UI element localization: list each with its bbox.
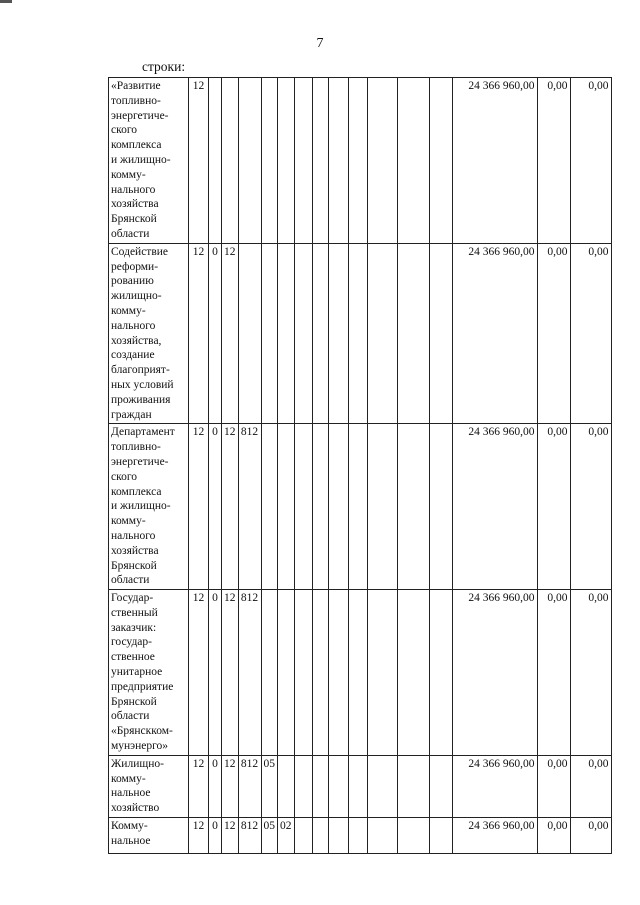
code-6 [278, 755, 295, 817]
value-3-cell: 0,00 [570, 590, 611, 756]
empty-cell [348, 818, 367, 854]
empty-cell [294, 590, 312, 756]
value-2-cell: 0,00 [537, 755, 570, 817]
empty-cell [348, 243, 367, 424]
empty-cell [429, 818, 452, 854]
empty-cell [294, 243, 312, 424]
code-4 [238, 243, 261, 424]
empty-cell [348, 590, 367, 756]
code-2: 0 [209, 243, 222, 424]
budget-table [108, 77, 612, 854]
row-name: Комму- нальное [109, 818, 189, 854]
value-2-cell: 0,00 [537, 78, 570, 244]
code-5 [261, 424, 278, 590]
empty-cell [348, 755, 367, 817]
scan-corner-mark [0, 0, 12, 3]
row-name: Департамент топливно- энергетиче- ского комплекса и жилищно- комму- нального хозяйства Брянской области [109, 424, 189, 590]
empty-cell [328, 590, 348, 756]
empty-cell [397, 424, 429, 590]
code-2: 0 [209, 424, 222, 590]
amount-cell: 24 366 960,00 [452, 818, 537, 854]
empty-cell [367, 590, 397, 756]
empty-cell [348, 78, 367, 244]
empty-cell [312, 755, 328, 817]
value-2-cell: 0,00 [537, 590, 570, 756]
table-row [109, 818, 612, 854]
empty-cell [294, 78, 312, 244]
amount-cell: 24 366 960,00 [452, 243, 537, 424]
value-3-cell: 0,00 [570, 78, 611, 244]
empty-cell [429, 78, 452, 244]
budget-table-body [109, 78, 612, 854]
empty-cell [312, 78, 328, 244]
code-6: 02 [278, 818, 295, 854]
empty-cell [312, 424, 328, 590]
empty-cell [397, 818, 429, 854]
empty-cell [328, 818, 348, 854]
value-2-cell: 0,00 [537, 424, 570, 590]
code-6 [278, 424, 295, 590]
amount-cell: 24 366 960,00 [452, 590, 537, 756]
empty-cell [367, 78, 397, 244]
code-5 [261, 590, 278, 756]
code-2 [209, 78, 222, 244]
empty-cell [294, 424, 312, 590]
code-1: 12 [189, 755, 209, 817]
value-2-cell: 0,00 [537, 243, 570, 424]
empty-cell [328, 243, 348, 424]
code-3: 12 [222, 424, 239, 590]
code-6 [278, 590, 295, 756]
code-4: 812 [238, 590, 261, 756]
empty-cell [397, 755, 429, 817]
code-1: 12 [189, 590, 209, 756]
row-name: Жилищно- комму- нальное хозяйство [109, 755, 189, 817]
empty-cell [367, 818, 397, 854]
code-6 [278, 243, 295, 424]
code-4: 812 [238, 818, 261, 854]
code-6 [278, 78, 295, 244]
amount-cell: 24 366 960,00 [452, 78, 537, 244]
code-4: 812 [238, 424, 261, 590]
row-name: Содействие реформи- рованию жилищно- комму- нального хозяйства, создание благоприят- ных условий проживания граждан [109, 243, 189, 424]
page-number: 7 [316, 36, 324, 51]
empty-cell [294, 755, 312, 817]
table-row [109, 424, 612, 590]
table-row [109, 755, 612, 817]
code-2: 0 [209, 818, 222, 854]
code-5 [261, 78, 278, 244]
code-3 [222, 78, 239, 244]
empty-cell [312, 243, 328, 424]
empty-cell [397, 243, 429, 424]
empty-cell [328, 78, 348, 244]
code-3: 12 [222, 755, 239, 817]
code-5: 05 [261, 755, 278, 817]
value-3-cell: 0,00 [570, 755, 611, 817]
empty-cell [312, 590, 328, 756]
empty-cell [397, 590, 429, 756]
amount-cell: 24 366 960,00 [452, 755, 537, 817]
value-3-cell: 0,00 [570, 424, 611, 590]
code-3: 12 [222, 818, 239, 854]
amount-cell: 24 366 960,00 [452, 424, 537, 590]
empty-cell [328, 755, 348, 817]
code-5 [261, 243, 278, 424]
table-row [109, 78, 612, 244]
value-3-cell: 0,00 [570, 243, 611, 424]
code-2: 0 [209, 755, 222, 817]
empty-cell [367, 424, 397, 590]
empty-cell [429, 424, 452, 590]
row-name: «Развитие топливно- энергетиче- ского комплекса и жилищно- комму- нального хозяйства Брянской области [109, 78, 189, 244]
empty-cell [429, 590, 452, 756]
empty-cell [312, 818, 328, 854]
code-1: 12 [189, 424, 209, 590]
code-1: 12 [189, 818, 209, 854]
code-2: 0 [209, 590, 222, 756]
empty-cell [367, 755, 397, 817]
value-2-cell: 0,00 [537, 818, 570, 854]
empty-cell [294, 818, 312, 854]
empty-cell [429, 755, 452, 817]
code-4: 812 [238, 755, 261, 817]
code-1: 12 [189, 78, 209, 244]
empty-cell [328, 424, 348, 590]
lead-text: строки: [142, 59, 186, 74]
code-1: 12 [189, 243, 209, 424]
empty-cell [397, 78, 429, 244]
code-4 [238, 78, 261, 244]
row-name: Государ- ственный заказчик: государ- ственное унитарное предприятие Брянской области «Брянскком- мунэнерго» [109, 590, 189, 756]
code-5: 05 [261, 818, 278, 854]
code-3: 12 [222, 590, 239, 756]
table-row [109, 243, 612, 424]
empty-cell [429, 243, 452, 424]
code-3: 12 [222, 243, 239, 424]
empty-cell [348, 424, 367, 590]
empty-cell [367, 243, 397, 424]
table-row [109, 590, 612, 756]
value-3-cell: 0,00 [570, 818, 611, 854]
